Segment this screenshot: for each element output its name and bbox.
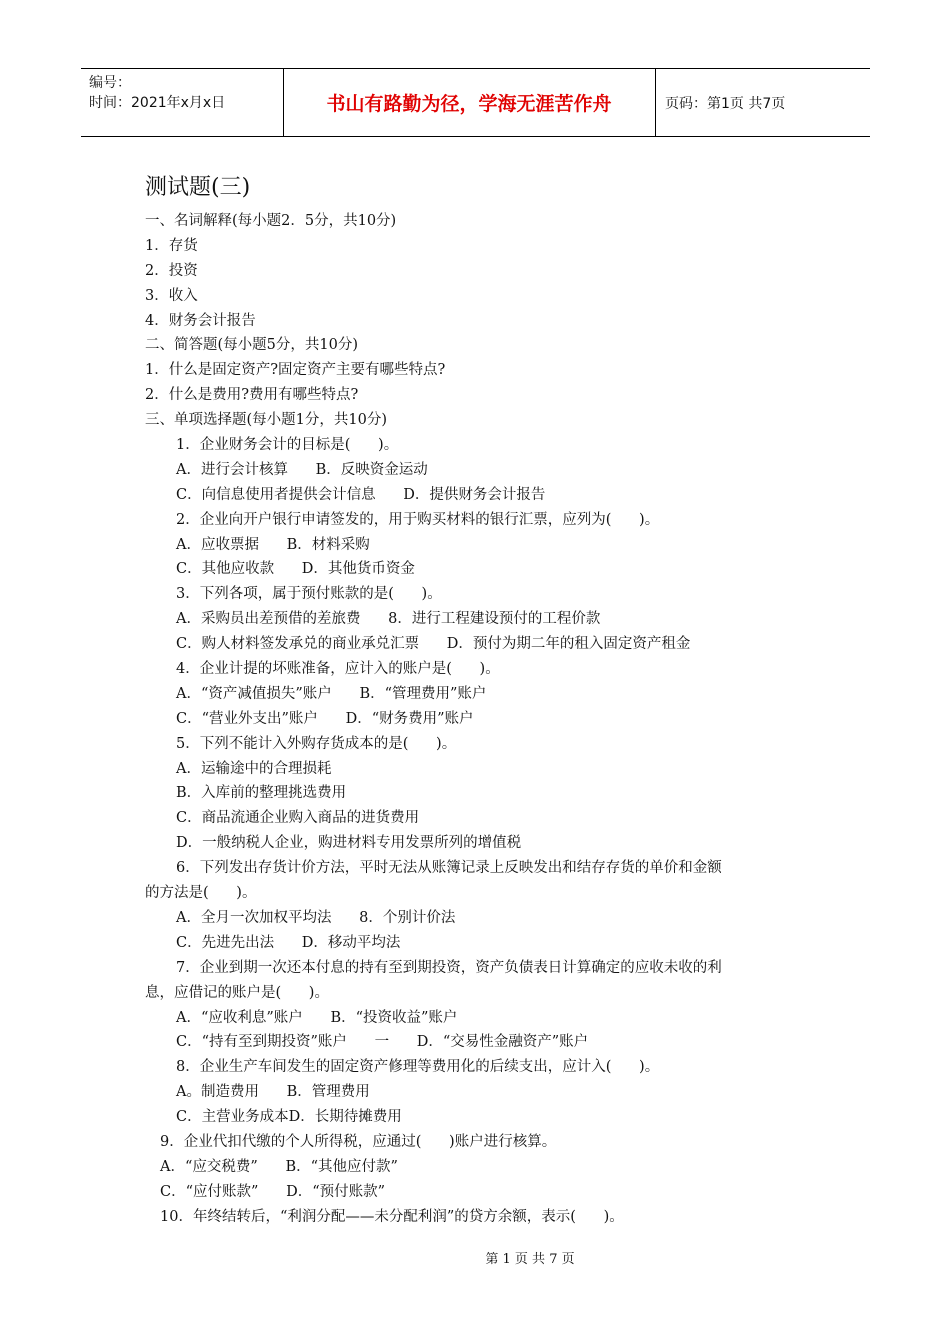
text-line: B．入库前的整理挑选费用: [176, 785, 347, 802]
text-line: C．先进先出法 D．移动平均法: [176, 934, 401, 951]
text-line: A。制造费用 B．管理费用: [176, 1084, 370, 1101]
text-line: A．“资产减值损失”账户 B．“管理费用”账户: [176, 685, 487, 702]
document-title: 测试题(三): [145, 175, 251, 200]
text-line: C．向信息使用者提供会计信息 D．提供财务会计报告: [176, 486, 546, 503]
text-line: 三、单项选择题(每小题1分，共10分): [145, 412, 387, 429]
text-line: 2．投资: [145, 262, 198, 279]
time-label: 时间：2021年x月x日: [89, 95, 226, 111]
text-line: C．主营业务成本D．长期待摊费用: [176, 1109, 402, 1126]
text-line: A．“应收利息”账户 B．“投资收益”账户: [176, 1009, 458, 1026]
text-line: A．应收票据 B．材料采购: [176, 536, 370, 553]
text-line: 3．收入: [145, 287, 198, 304]
text-line: 2．企业向开户银行申请签发的，用于购买材料的银行汇票，应列为( )。: [176, 511, 660, 528]
question-list: [145, 209, 825, 1230]
text-line: A．运输途中的合理损耗: [176, 760, 332, 777]
header-meta: [89, 73, 225, 113]
text-line: 6．下列发出存货计价方法，平时无法从账簿记录上反映发出和结存存货的单价和金额: [176, 860, 722, 877]
text-line: C．“营业外支出”账户 D．“财务费用”账户: [176, 710, 474, 727]
number-label: 编号：: [89, 75, 131, 91]
text-line: 1．存货: [145, 237, 198, 254]
header-page-info: 页码：第1页 共7页: [665, 96, 786, 112]
text-line: A．进行会计核算 B．反映资金运动: [176, 461, 428, 478]
text-line: 9．企业代扣代缴的个人所得税，应通过( )账户进行核算。: [160, 1133, 557, 1150]
text-line: A．“应交税费” B．“其他应付款”: [160, 1158, 398, 1175]
text-line: C．购人材料签发承兑的商业承兑汇票 D．预付为期二年的租入固定资产租金: [176, 636, 691, 653]
text-line: 二、简答题(每小题5分，共10分): [145, 337, 358, 354]
text-line: 4．财务会计报告: [145, 312, 256, 329]
text-line: 的方法是( )。: [145, 885, 257, 902]
text-line: D．一般纳税人企业，购进材料专用发票所列的增值税: [176, 835, 522, 852]
text-line: 一、名词解释(每小题2．5分，共10分): [145, 213, 397, 229]
text-line: 7．企业到期一次还本付息的持有至到期投资，资产负债表日计算确定的应收未收的利: [176, 959, 722, 976]
text-line: C．商品流通企业购入商品的进货费用: [176, 810, 420, 827]
text-line: 8．企业生产车间发生的固定资产修理等费用化的后续支出，应计入( )。: [176, 1059, 660, 1076]
text-line: 4．企业计提的坏账准备，应计入的账户是( )。: [176, 661, 500, 678]
text-line: A．采购员出差预借的差旅费 8．进行工程建设预付的工程价款: [176, 611, 601, 628]
text-line: 3．下列各项，属于预付账款的是( )。: [176, 586, 442, 603]
header-divider: [655, 69, 656, 136]
text-line: 息，应借记的账户是( )。: [145, 984, 329, 1001]
text-line: 10．年终结转后，“利润分配——未分配利润”的贷方余额，表示( )。: [160, 1208, 624, 1225]
text-line: 2．什么是费用?费用有哪些特点?: [145, 387, 359, 404]
page-header: [81, 68, 870, 137]
page-footer: 第 1 页 共 7 页: [485, 1252, 575, 1267]
text-line: 1．企业财务会计的目标是( )。: [176, 437, 399, 454]
text-line: C．其他应收款 D．其他货币资金: [176, 561, 415, 578]
text-line: 5．下列不能计入外购存货成本的是( )。: [176, 735, 457, 752]
text-line: C．“应付账款” D．“预付账款”: [160, 1183, 386, 1200]
header-motto: 书山有路勤为径，学海无涯苦作舟: [326, 93, 612, 115]
text-line: C．“持有至到期投资”账户 一 D．“交易性金融资产”账户: [176, 1034, 589, 1051]
text-line: 1．什么是固定资产?固定资产主要有哪些特点?: [145, 362, 446, 379]
text-line: A．全月一次加权平均法 8．个别计价法: [176, 909, 456, 926]
